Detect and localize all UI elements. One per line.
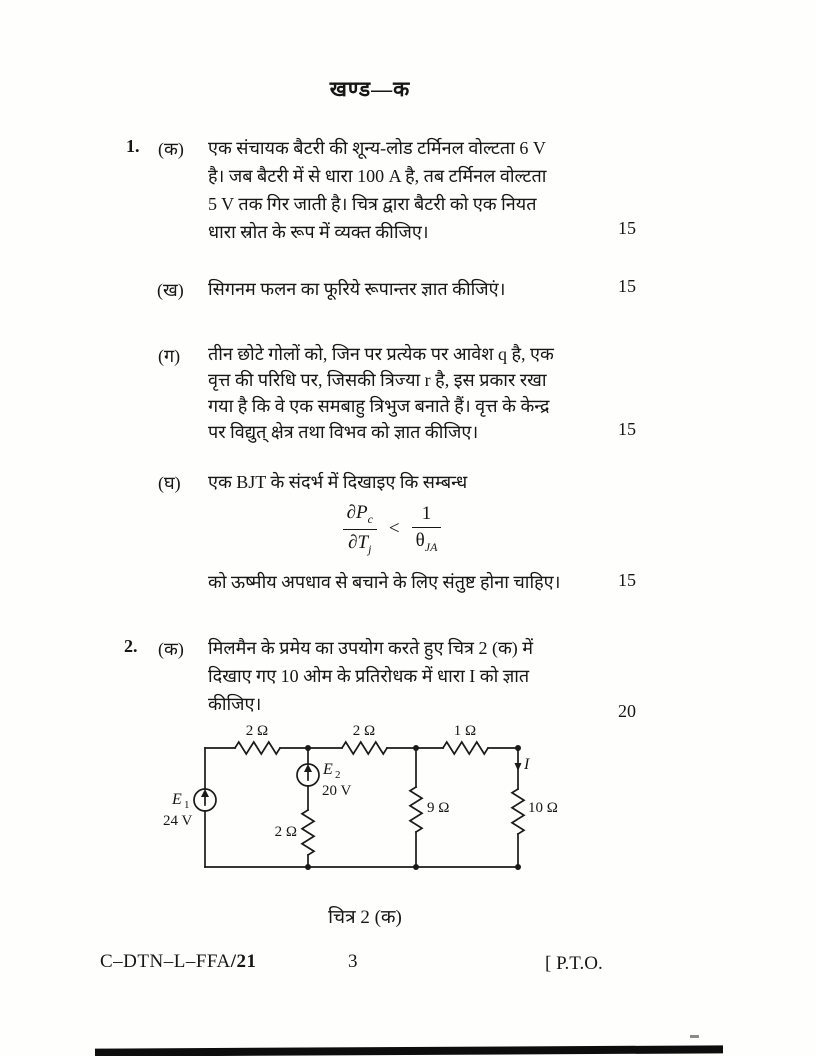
resistor-label: 2 Ω [245,723,269,739]
junction-dot [413,745,419,751]
text-line: कीजिए। [208,694,262,714]
question-1a-marks: 15 [618,218,636,238]
source-value-e2: 20 V [322,783,352,799]
source-label-e2-sub: 2 [335,769,341,781]
resistor-label: 10 Ω [528,800,558,816]
question-1a-label: (क) [158,139,184,159]
page-number: 3 [348,951,358,972]
text-line: धारा स्रोत के रूप में व्यक्त कीजिए। [208,222,429,242]
source-value-e1: 24 V [163,813,193,829]
source-label-e1-sub: 1 [184,799,190,811]
resistor-zigzag [302,810,314,855]
resistor-label: 9 Ω [427,800,450,816]
paper-code-main: C–DTN–L–FFA [100,951,231,972]
section-heading: खण्ड—क [329,77,411,101]
question-1d-intro: एक BJT के संदर्भ में दिखाइए कि सम्बन्ध [208,472,468,492]
source-label-e1: E [172,791,182,808]
question-1-number: 1. [126,136,140,156]
question-1b-label: (ख) [157,280,184,300]
less-than-sign: < [388,518,400,540]
junction-dot [515,864,521,870]
junction-dot [305,745,311,751]
text-line: 5 V तक गिर जाती है। चित्र द्वारा बैटरी को एक नियत [208,194,537,214]
question-1d-formula [208,502,576,557]
figure-caption: चित्र 2 (क) [328,907,402,928]
resistor-label: 2 Ω [274,824,297,840]
scan-artifact [690,1035,699,1038]
text-line: वृत्त की परिधि पर, जिसकी त्रिज्या r है, इस प्रकार रखा [208,370,547,390]
question-2a-text [208,634,533,718]
formula-subscript: c [367,511,373,526]
resistor-zigzag [443,742,488,754]
junction-dot [515,745,521,751]
question-1b-marks: 15 [618,276,636,296]
text-line: है। जब बैटरी में से धारा 100 A है, तब टर्मिनल वोल्टता [208,166,547,186]
text-line: गया है कि वे एक समबाहु त्रिभुज बनाते हैं। वृत्त के केन्द्र [208,396,550,416]
current-label: I [524,756,530,773]
text-line: दिखाए गए 10 ओम के प्रतिरोधक में धारा I को ज्ञात [208,666,530,686]
question-1c-marks: 15 [618,419,636,439]
question-2-number: 2. [124,636,138,656]
question-1d-outro: को ऊष्मीय अपधाव से बचाने के लिए संतुष्ट होना चाहिए। [208,572,561,592]
source-label-e2: E [323,761,333,778]
fraction-left [343,502,377,557]
circuit-diagram [150,712,600,884]
text-line: सिगनम फलन का फूरिये रूपान्तर ज्ञात कीजिएं। [208,279,506,299]
paper-code [100,951,257,973]
formula-term: ∂T [348,531,369,553]
text-line: मिलमैन के प्रमेय का उपयोग करते हुए चित्र 2 (क) में [208,638,534,658]
question-1d-label: (घ) [158,473,181,493]
resistor-zigzag [512,789,524,834]
text-line: तीन छोटे गोलों को, जिन पर प्रत्येक पर आवेश q है, एक [208,344,554,364]
paper-code-suffix: /21 [230,951,257,972]
resistor-zigzag [342,742,387,754]
resistor-zigzag [235,742,280,754]
question-1a-text [208,134,546,246]
current-arrow-icon [515,763,522,771]
junction-dot [413,864,419,870]
question-1c-text [208,341,554,445]
question-1d-marks: 15 [618,570,636,590]
formula-term: θ [415,530,425,552]
fraction-right [412,503,442,555]
question-2a-label: (क) [158,639,184,659]
question-2a-marks: 20 [618,701,636,721]
question-1c-label: (ग) [158,346,181,366]
formula-subscript: j [368,541,372,556]
text-line: पर विद्युत् क्षेत्र तथा विभव को ज्ञात कीजिए। [208,422,479,442]
question-1b-text [208,275,505,303]
resistor-zigzag [410,787,422,832]
junction-dot [305,864,311,870]
formula-term: 1 [421,503,432,525]
formula-term: ∂P [346,502,368,523]
pto-note: [ P.T.O. [545,953,603,974]
formula-subscript: JA [424,540,438,555]
resistor-label: 2 Ω [352,723,376,739]
resistor-label: 1 Ω [453,723,477,739]
scan-edge-bar [95,1045,723,1056]
text-line: एक संचायक बैटरी की शून्य-लोड टर्मिनल वोल्टता 6 V [208,138,546,158]
